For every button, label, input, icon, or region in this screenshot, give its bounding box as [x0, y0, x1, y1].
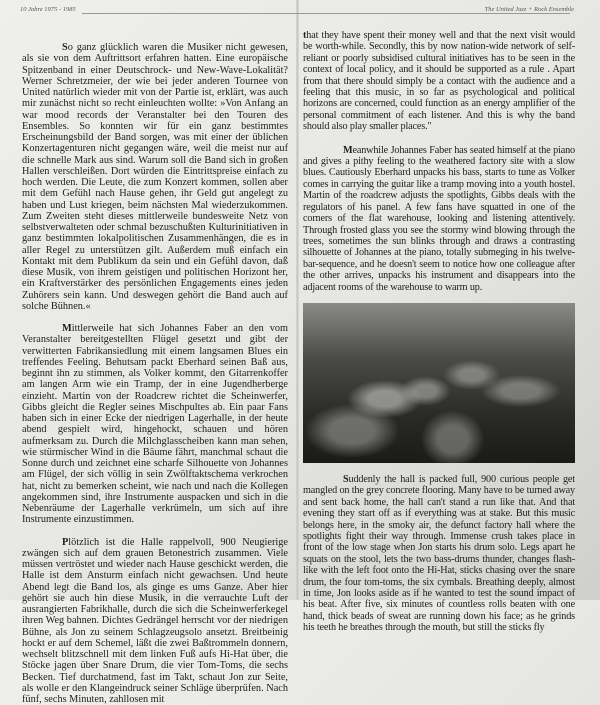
- paragraph: Plötzlich ist die Halle rappelvoll, 900 Neugierige zwängen sich auf dem grauen Betonestrich zusammen. Viele müssen vertröstet und wieder nach Hause geschickt werden, die Halle ist dem Ansturm einfach nicht gewachsen. Und heute Abend legt die Band los, als ginge es ums Ganze. Aber hier gehört sie auch hin diese Musik, in die verrauchte Luft der ausrangierten Fabrikhalle, durch die sich die Scheinwerferkegel ihren Weg bahnen. Dichtes Gedrängel herrscht vor der niedrigen Bühne, als Jon zu seinem Schlagzeugsolo ansetzt. Breitbeinig hockt er auf dem Schemel, läßt die zwei Baßtrommeln donnern, wechselt blitzschnell mit dem linken Fuß aufs Hi-Hat über, die Stöcke jagen über Snare Drum, die vier Tom-Toms, die sechs Becken. Tief durchatmend, fast im Takt, schaut Jon zur Seite, als wolle er den Klangeindruck seiner Schläge überprüfen. Nach fünf, sechs Minuten, zahllosen mit: [22, 537, 288, 705]
- paragraph: So ganz glücklich waren die Musiker nicht gewesen, als sie von dem Auftrittsort erfahren hatten. Eine europäische Spitzenband in einer Deutschrock- und New-Wave-Lokalität? Werner Schretzmeier, der wie bei jeder anderen Tournee von United natürlich wieder mit von der Partie ist, erklärt, was auch mir zunächst nicht so recht einleuchten wollte: »Von Anfang an war mood records der Veranstalter bei den Touren des Ensembles. So konnten wir für ein ganz bestimmtes Erscheinungsbild der Band sorgen, was mit einer der üblichen Konzertagenturen nicht gegangen wäre, weil die meist nur auf die schnelle Mark aus sind. Warum soll die Band sich in großen Hallen verschleißen. Dort würden die Eintrittspreise einfach zu hoch werden. Die Leute, die zum Konzert kommen, sollen aber mit dem Gefühl nach Hause gehen, ihr Geld gut angelegt zu haben und Lust kriegen, beim nächsten Mal wiederzukommen. Zum Zweiten steht dieses mittlerweile bundesweite Netz von selbstverwalteten oder schmal bezuschußten Kulturinitiativen in ganz bestimmten lokalpolitischen Zusammenhängen, die es in aller Regel zu unterstützen gilt. Außerdem muß einfach ein Kontakt mit dem Publikum da sein und ein Gefühl davon, daß diese Musik, von ihrem geistigen und politischen Horizont her, ein Kraftverstärker des persönlichen Engagements eines jeden Zuhörers sein kann. Und deswegen gehört die Band auch auf solche Bühnen.«: [22, 42, 288, 312]
- header-rule: [82, 13, 570, 14]
- page-fold: [296, 0, 299, 600]
- english-column: [303, 30, 575, 634]
- running-header-left: 10 Jahre 1975 - 1985: [20, 6, 76, 13]
- paragraph: Suddenly the hall is packed full, 900 curious people get mangled on the grey concrete flooring. Many have to be turned away and sent back home, the hall can't stand a run like that. And that evening they start off as if everything was at stake. But this music belongs here, in the smoky air, the defunct factory hall where the spotlights fight their way through. Immense crush takes place in front of the low stage when Jon starts his drum solo. Legs apart he squats on the stool, lets the two bass-drums thunder, changes flash-like with the left foot onto the Hi-Hat, sticks chasing over the snare drum, the four tom-toms, the six cymbals. Breathing deeply, almost in time, Jon looks aside as if he wanted to test the sound impact of his beat. After five, six minutes of countless rolls beaten with one hand, thick beads of sweat are running down his face; as he grinds his teeth he breathes through the mouth, but still the sticks fly: [303, 474, 575, 634]
- german-column: [22, 42, 288, 705]
- paragraph: Mittlerweile hat sich Johannes Faber an den vom Veranstalter bereitgestellten Flügel gesetzt und gibt der verwitterten Fabrikansiedlung mit einem langsamen Blues ein treffendes Feeling. Behutsam packt Eberhard seinen Baß aus, beginnt ihn zu stimmen, als Volker kommt, den Gitarrenkoffer am langen Arm wie ein Tramp, der in eine Jugendherberge einzieht. Martin von der Roadcrew richtet die Scheinwerfer, Gibbs gleicht die Regler seines Mischpultes ab. Ein paar Fans haben sich in einer Ecke der niedrigen Lagerhalle, in der heute abend gespielt wird, hingehockt, schauen und hören aufmerksam zu. Durch die Milchglasscheiben kann man sehen, wie stürmischer Wind in die Bäume fährt, manchmal schaut die Sonne durch und zeichnet eine scharfe Silhouette von Johannes am Flügel, der sich völlig in sein Zwölftaktschema verkrochen hat, nicht zu bemerken scheint, wie nach und nach die Kollegen angekommen sind, ihre Instrumente auspacken und sich in die Nebenräume der Lagerhalle verkrümeln, um sich auf ihre Instrumente einzustimmen.: [22, 323, 288, 526]
- audience-photo: [303, 303, 575, 463]
- paragraph: that they have spent their money well and that the next visit would be worth-while. Secondly, this by now nation-wide network of self-reliant or poorly subsidised cultural initiatives has to be seen in the context of local policy, and it should be supported as a rule . Apart from that there should simply be a contact with the audience and a feeling that this music, in so far as psychological and political horizons are concerned, could function as an energy amplifier of the personal commitment of each listener. And this is why the band should also play smaller places.": [303, 30, 575, 133]
- paragraph: Meanwhile Johannes Faber has seated himself at the piano and gives a pithy feeling to the weathered factory site with a slow blues. Cautiously Eberhard unpacks his bass, starts to tune as Volker comes in carrying the guitar like a tramp moving into a youth hostel. Martin of the roadcrew adjusts the spotlights, Gibbs deals with the regulators of his panel. A few fans have squatted in one of the corners of the flat warehouse, looking and listening attentively. Through frosted glass you see the stormy wind blowing through the trees, sometimes the sun blinks through and draws a contrasting silhouette of Johannes at the piano, totally submeging in his twelve-bar-sequence, and he doesn't seem to notice how one colleague after the other arrives, unpacks his instrument and disappears into the adjacent rooms of the warehouse to warm up.: [303, 145, 575, 293]
- running-header-right: The United Jazz + Rock Ensemble: [485, 6, 574, 13]
